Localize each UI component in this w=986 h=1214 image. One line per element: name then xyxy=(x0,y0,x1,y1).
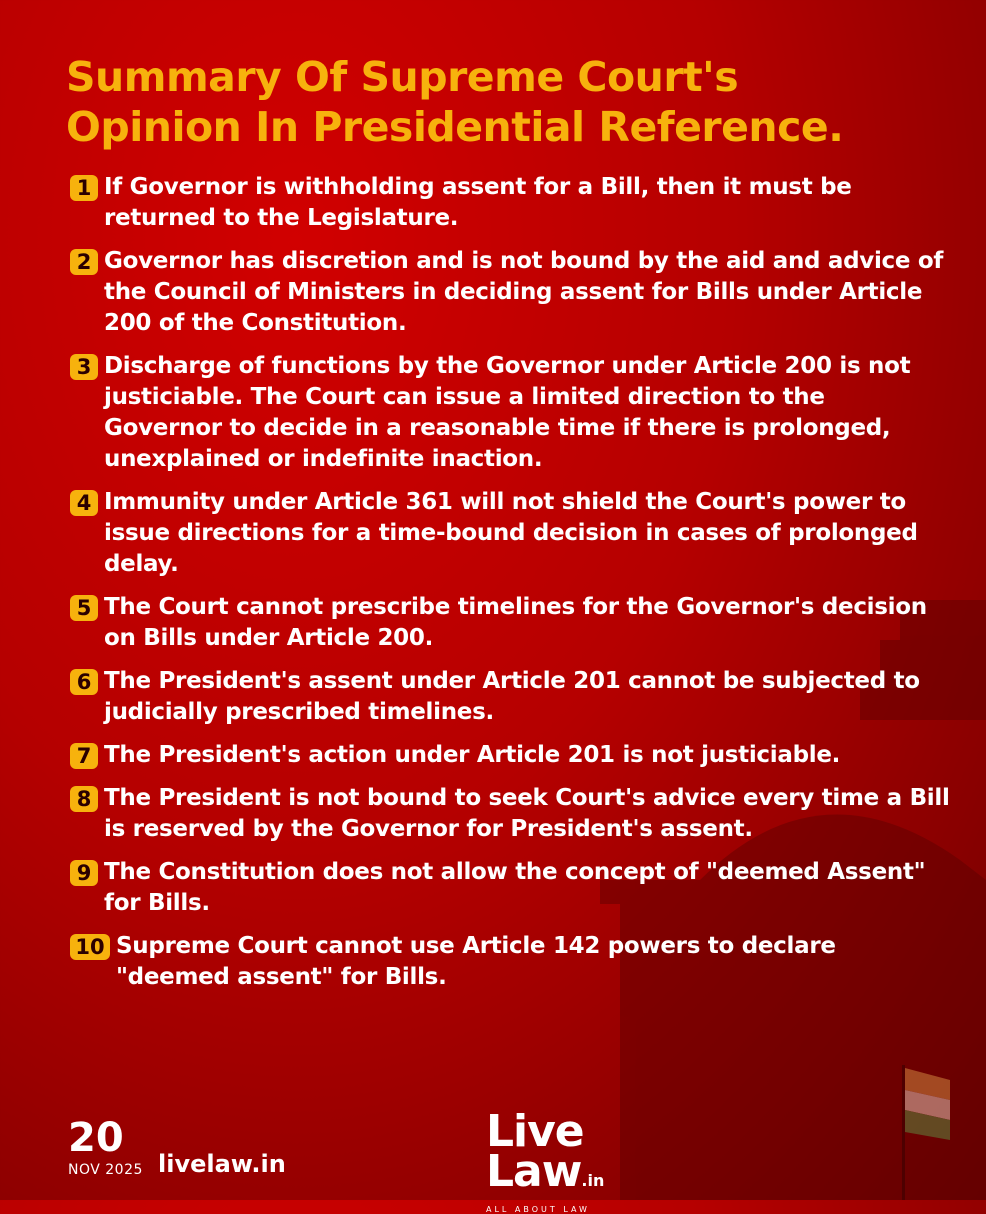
logo-law-text: Law xyxy=(486,1146,582,1197)
number-badge: 4 xyxy=(70,490,98,516)
list-item xyxy=(70,592,950,654)
list-item xyxy=(70,172,950,234)
livelaw-logo xyxy=(486,1106,626,1214)
number-badge: 10 xyxy=(70,934,110,960)
list-item xyxy=(70,931,950,993)
number-badge: 7 xyxy=(70,743,98,769)
page-title-line-2: Opinion In Presidential Reference. xyxy=(66,103,844,151)
number-badge: 9 xyxy=(70,860,98,886)
logo-suffix: .in xyxy=(581,1171,605,1190)
logo-word-law xyxy=(486,1146,626,1201)
list-item-text: The Constitution does not allow the concept of "deemed Assent" for Bills. xyxy=(104,859,926,916)
publish-date xyxy=(68,1115,143,1178)
page-title-line-1: Summary Of Supreme Court's xyxy=(66,53,739,101)
opinion-summary-list xyxy=(70,172,950,1005)
list-item-text: The President's action under Article 201 is not justiciable. xyxy=(104,742,841,768)
list-item xyxy=(70,857,950,919)
list-item-text: If Governor is withholding assent for a Bill, then it must be returned to the Legislature. xyxy=(104,174,852,231)
list-item-text: Immunity under Article 361 will not shield the Court's power to issue directions for a time-bound decision in cases of prolonged delay. xyxy=(104,489,918,577)
list-item-text: Discharge of functions by the Governor under Article 200 is not justiciable. The Court can issue a limited direction to the Governor to decide in a reasonable time if there is prolonged, unexplained or indefinite inaction. xyxy=(104,353,911,472)
number-badge: 2 xyxy=(70,249,98,275)
number-badge: 5 xyxy=(70,595,98,621)
list-item xyxy=(70,740,950,771)
website-link[interactable]: livelaw.in xyxy=(158,1150,286,1178)
list-item xyxy=(70,246,950,339)
list-item-text: Governor has discretion and is not bound by the aid and advice of the Council of Ministers in deciding assent for Bills under Article 200 of the Constitution. xyxy=(104,248,944,336)
logo-tagline: ALL ABOUT LAW xyxy=(486,1205,590,1214)
number-badge: 1 xyxy=(70,175,98,201)
list-item-text: The Court cannot prescribe timelines for the Governor's decision on Bills under Article 200. xyxy=(104,594,927,651)
list-item-text: Supreme Court cannot use Article 142 powers to declare "deemed assent" for Bills. xyxy=(116,933,836,990)
list-item-text: The President's assent under Article 201 cannot be subjected to judicially prescribed timelines. xyxy=(104,668,920,725)
number-badge: 6 xyxy=(70,669,98,695)
publish-month-year: NOV 2025 xyxy=(68,1162,143,1178)
number-badge: 3 xyxy=(70,354,98,380)
list-item xyxy=(70,487,950,580)
list-item xyxy=(70,783,950,845)
number-badge: 8 xyxy=(70,786,98,812)
page-title xyxy=(66,52,946,152)
list-item-text: The President is not bound to seek Court's advice every time a Bill is reserved by the Governor for President's assent. xyxy=(104,785,950,842)
list-item xyxy=(70,351,950,475)
list-item xyxy=(70,666,950,728)
publish-day: 20 xyxy=(68,1115,124,1161)
logo-word-live: Live xyxy=(486,1106,584,1157)
